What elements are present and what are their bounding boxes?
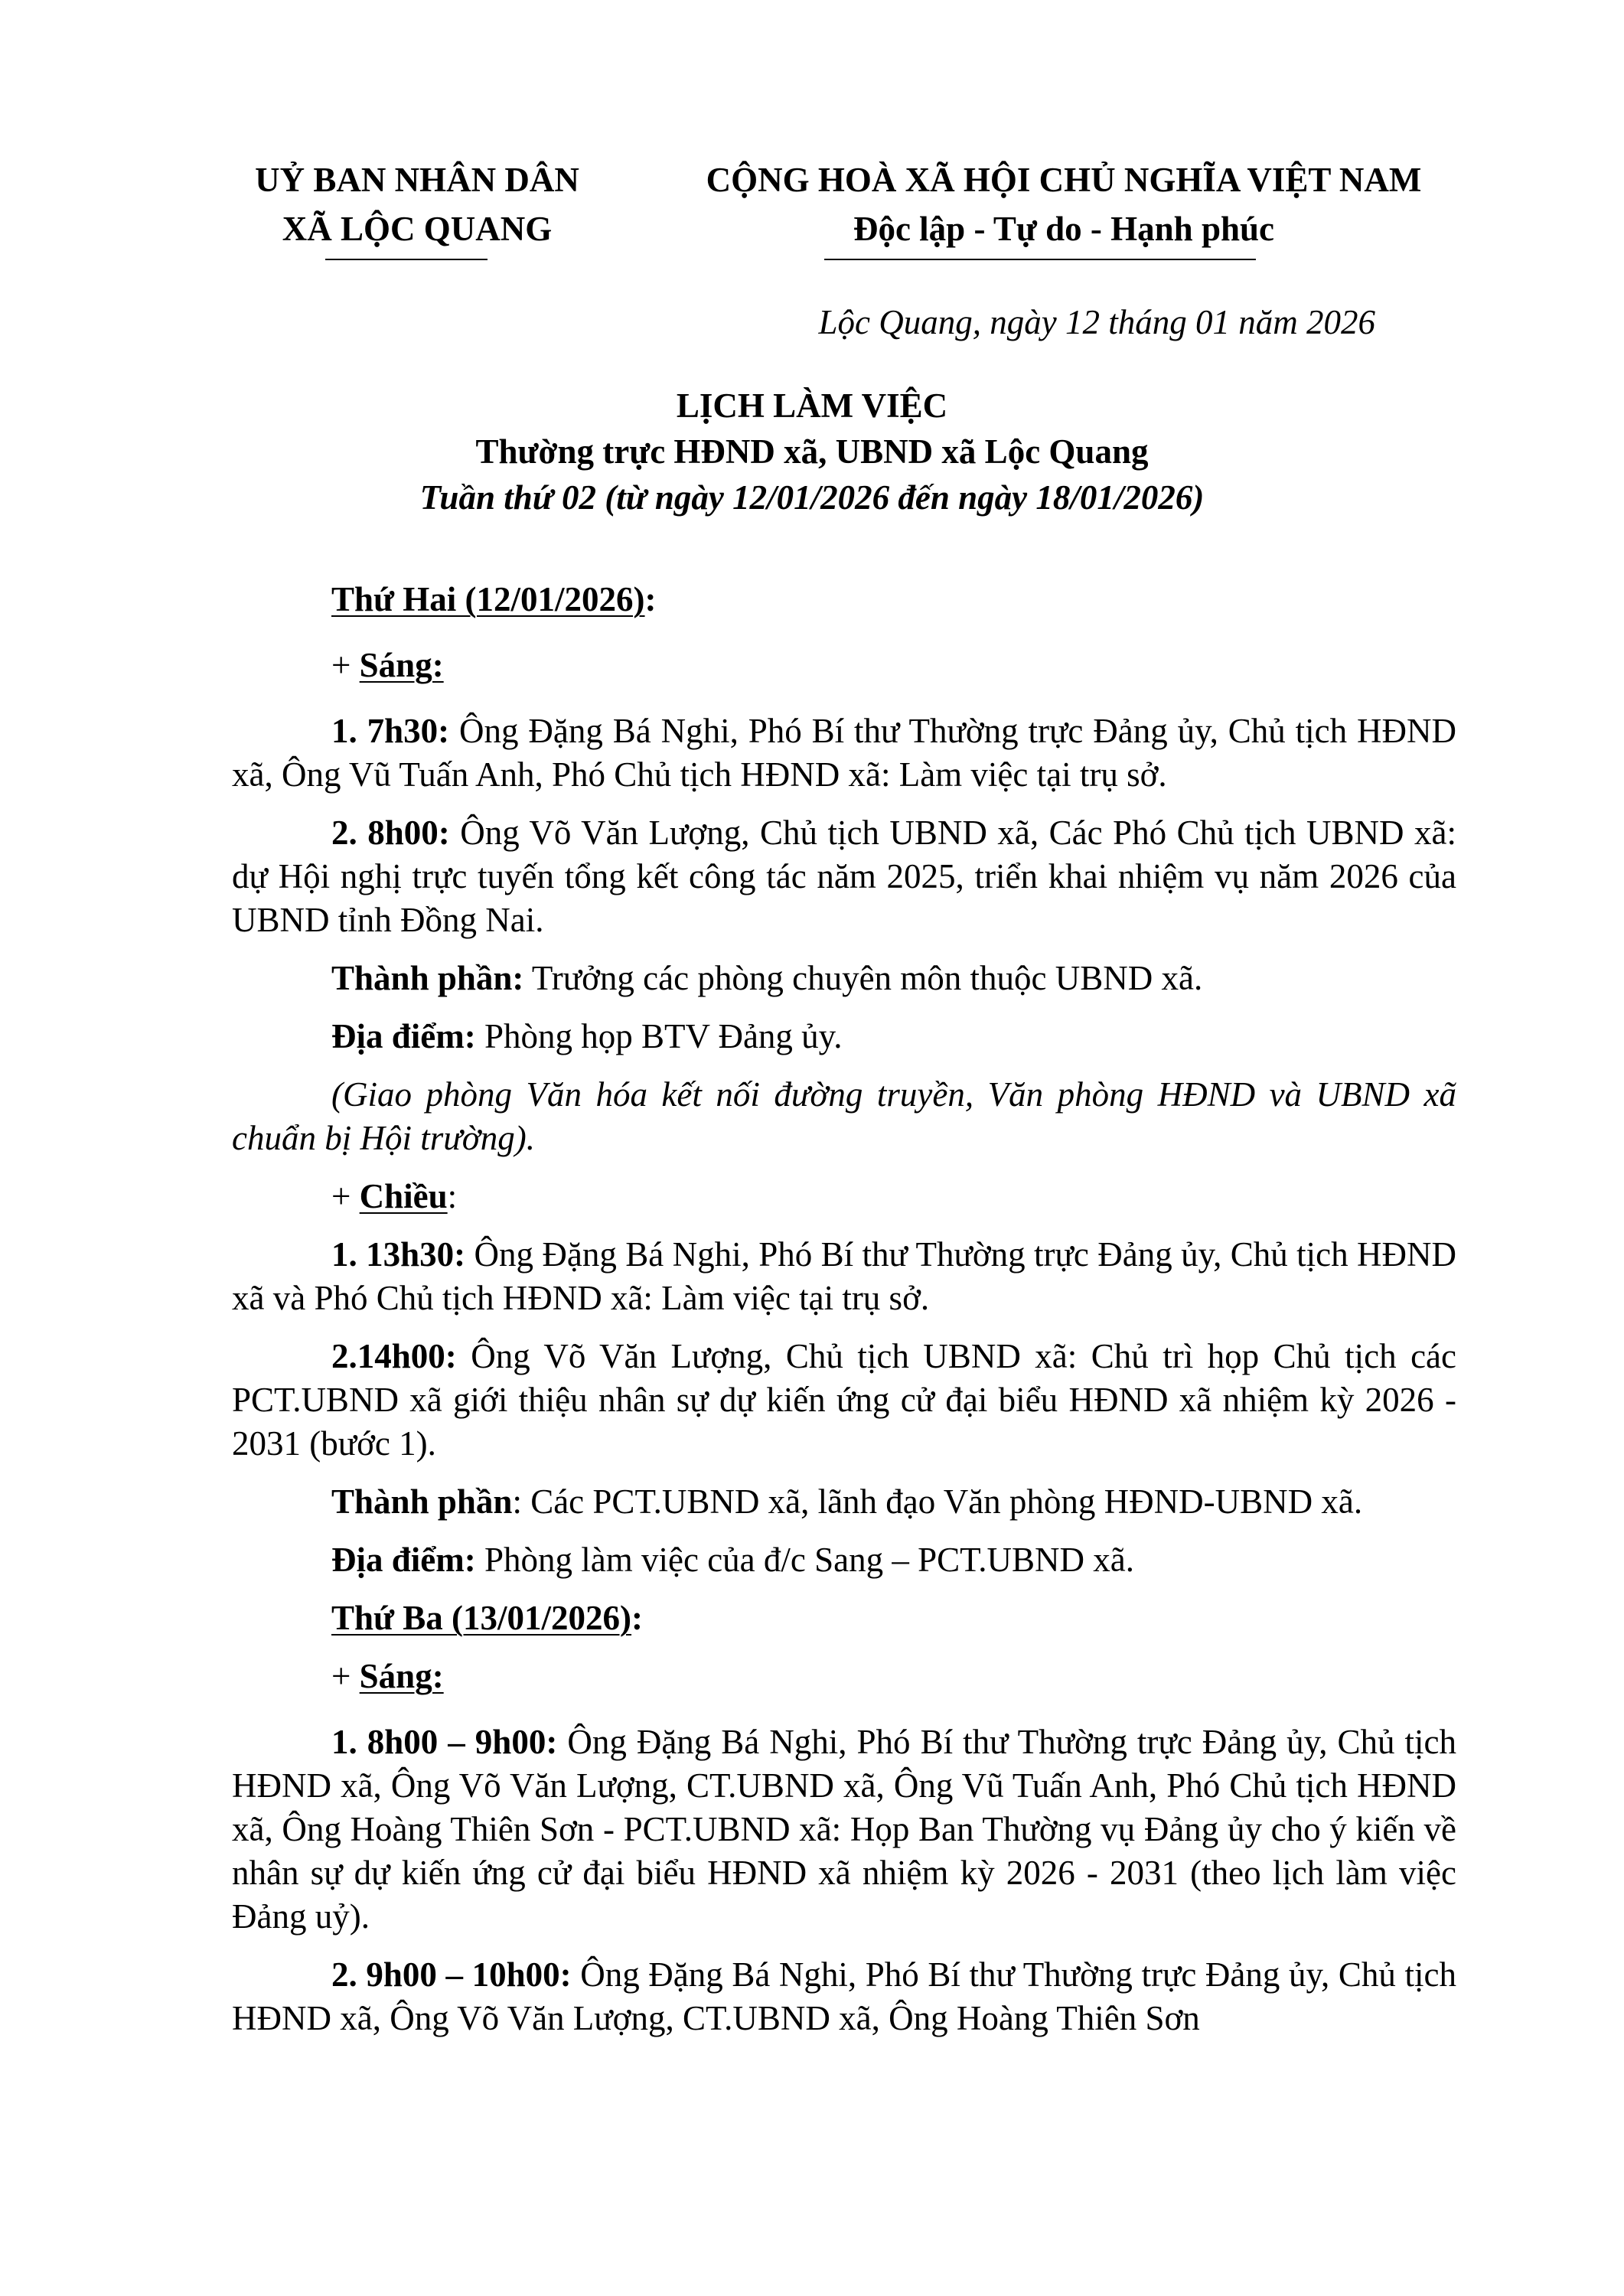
session-label: Chiều (359, 1177, 448, 1215)
agenda-item: 1. 7h30: Ông Đặng Bá Nghi, Phó Bí thư Thường trực Đảng ủy, Chủ tịch HĐND xã, Ông Vũ Tuấn Anh, Phó Chủ tịch HĐND xã: Làm việc tại trụ sở. (232, 712, 1456, 794)
agenda-item: 2.14h00: Ông Võ Văn Lượng, Chủ tịch UBND xã: Chủ trì họp Chủ tịch các PCT.UBND xã giới thiệu nhân sự dự kiến ứng cử đại biểu HĐND xã nhiệm kỳ 2026 - 2031 (bước 1). (232, 1337, 1456, 1463)
session-heading: + Sáng: (331, 1657, 444, 1695)
session-label: Sáng: (359, 1657, 444, 1695)
day-label: Thứ Hai (12/01/2026) (331, 580, 645, 618)
schedule-title: LỊCH LÀM VIỆC (676, 386, 948, 425)
session-label: Sáng: (359, 646, 444, 684)
agency-underline (325, 259, 488, 260)
participants: Thành phần: Trưởng các phòng chuyên môn thuộc UBND xã. (331, 959, 1203, 997)
agenda-time: 1. 13h30: (331, 1235, 466, 1274)
session-heading: + Chiều: (331, 1177, 458, 1215)
agenda-item: 2. 8h00: Ông Võ Văn Lượng, Chủ tịch UBND xã, Các Phó Chủ tịch UBND xã: dự Hội nghị trực tuyến tổng kết công tác năm 2025, triển khai nhiệm vụ năm 2026 của UBND tỉnh Đồng Nai. (232, 814, 1456, 939)
agenda-time: 2.14h00: (331, 1337, 457, 1375)
agenda-item: 2. 9h00 – 10h00: Ông Đặng Bá Nghi, Phó Bí thư Thường trực Đảng ủy, Chủ tịch HĐND xã, Ông Võ Văn Lượng, CT.UBND xã, Ông Hoàng Thiên Sơn (232, 1955, 1456, 2037)
agenda-item: 1. 8h00 – 9h00: Ông Đặng Bá Nghi, Phó Bí thư Thường trực Đảng ủy, Chủ tịch HĐND xã, Ông Võ Văn Lượng, CT.UBND xã, Ông Vũ Tuấn Anh, Phó Chủ tịch HĐND xã, Ông Hoàng Thiên Sơn - PCT.UBND xã: Họp Ban Thường vụ Đảng ủy cho ý kiến về nhân sự dự kiến ứng cử đại biểu HĐND xã nhiệm kỳ 2026 - 2031 (theo lịch làm việc Đảng uỷ). (232, 1723, 1456, 1936)
schedule-subtitle: Thường trực HĐND xã, UBND xã Lộc Quang (475, 432, 1149, 471)
agenda-time: 1. 8h00 – 9h00: (331, 1723, 558, 1761)
day-heading: Thứ Ba (13/01/2026): (331, 1599, 644, 1637)
agenda-time: 1. 7h30: (331, 712, 450, 750)
agency-name: UỶ BAN NHÂN DÂN (255, 161, 579, 199)
schedule-body (232, 578, 1456, 2040)
national-title: CỘNG HOÀ XÃ HỘI CHỦ NGHĨA VIỆT NAM (706, 161, 1422, 199)
agenda-time: 2. 8h00: (331, 814, 450, 852)
day-heading: Thứ Hai (12/01/2026): (331, 580, 657, 618)
agenda-item: 1. 13h30: Ông Đặng Bá Nghi, Phó Bí thư Thường trực Đảng ủy, Chủ tịch HĐND xã và Phó Chủ tịch HĐND xã: Làm việc tại trụ sở. (232, 1235, 1456, 1317)
agenda-time: 2. 9h00 – 10h00: (331, 1955, 572, 1994)
location: Địa điểm: Phòng họp BTV Đảng ủy. (331, 1017, 843, 1055)
participants: Thành phần: Các PCT.UBND xã, lãnh đạo Văn phòng HĐND-UBND xã. (331, 1482, 1363, 1521)
date-line: Lộc Quang, ngày 12 tháng 01 năm 2026 (818, 303, 1375, 341)
location: Địa điểm: Phòng làm việc của đ/c Sang – PCT.UBND xã. (331, 1541, 1135, 1579)
commune-name: XÃ LỘC QUANG (282, 210, 553, 248)
national-motto: Độc lập - Tự do - Hạnh phúc (853, 210, 1275, 248)
session-heading: + Sáng: (331, 646, 444, 684)
note: (Giao phòng Văn hóa kết nối đường truyền, Văn phòng HĐND và UBND xã chuẩn bị Hội trường). (232, 1075, 1456, 1157)
day-label: Thứ Ba (13/01/2026) (331, 1599, 632, 1637)
schedule-week: Tuần thứ 02 (từ ngày 12/01/2026 đến ngày 18/01/2026) (419, 478, 1205, 517)
motto-underline (824, 259, 1256, 260)
